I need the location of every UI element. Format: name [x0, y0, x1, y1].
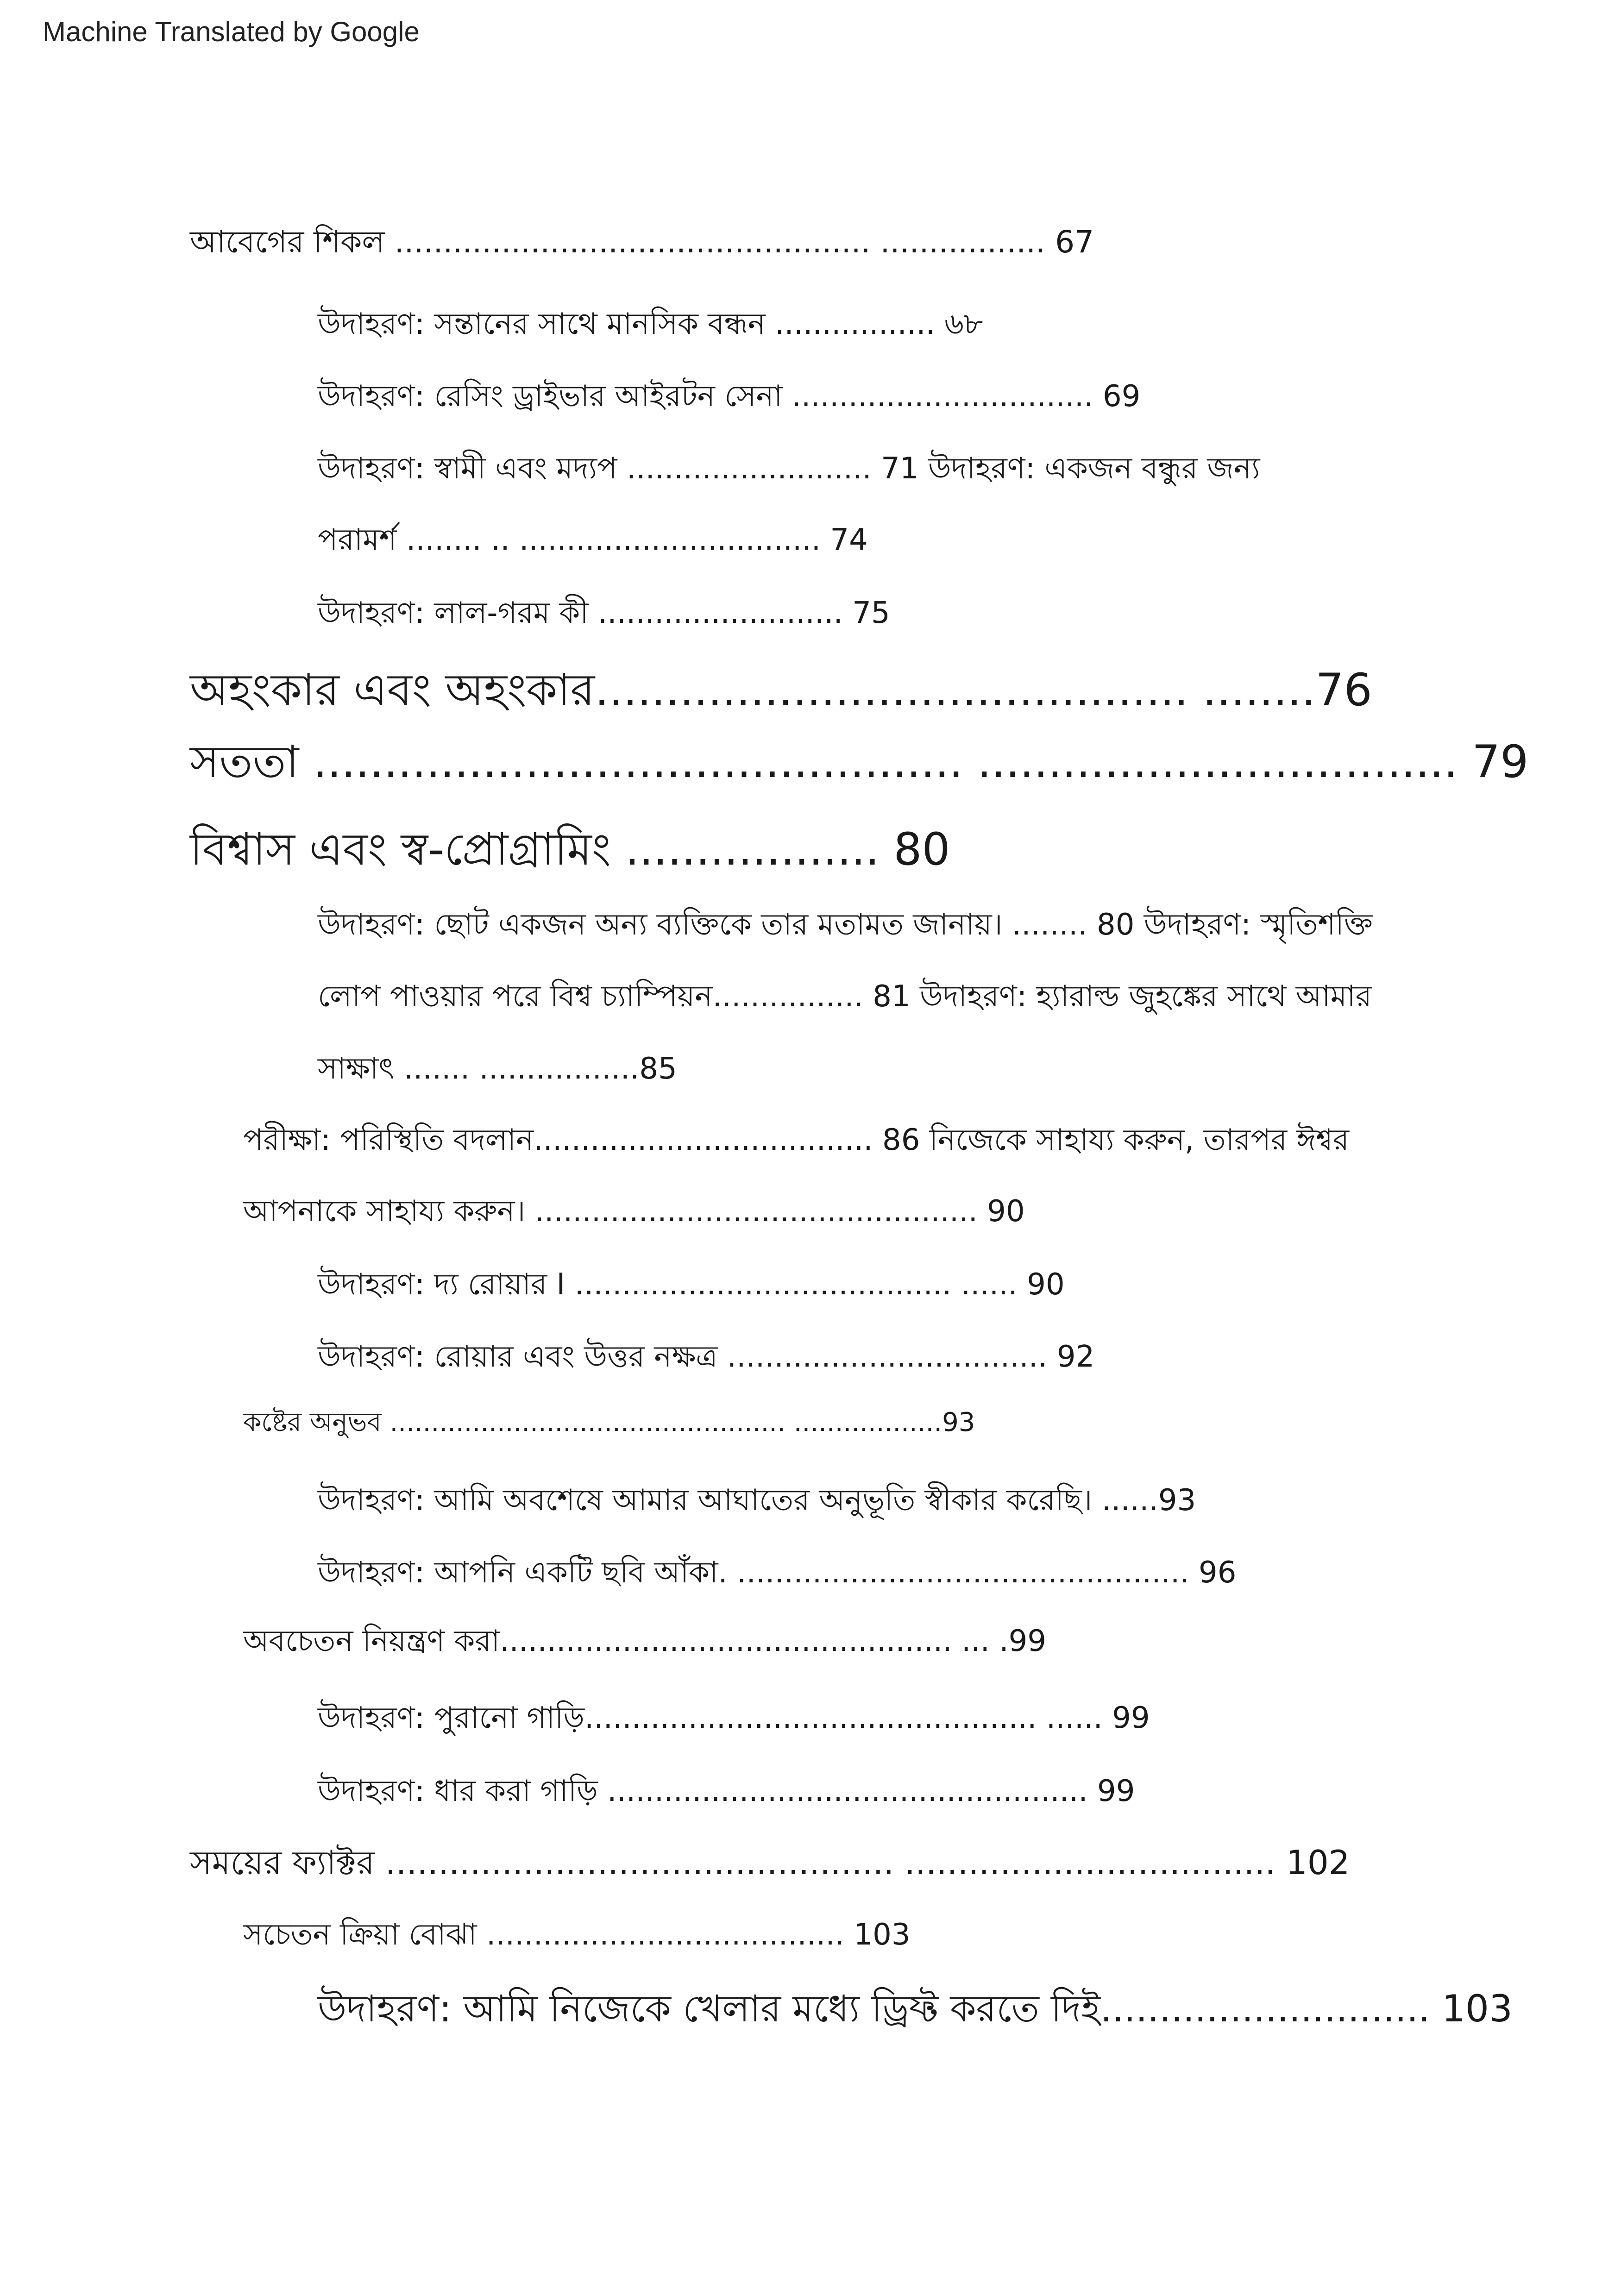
toc-entry: উদাহরণ: রোয়ার এবং উত্তর নক্ষত্র .................................. 92 [318, 1340, 1095, 1374]
toc-entry: সময়ের ফ্যাক্টর ................................................ ................................... 102 [190, 1843, 1350, 1882]
toc-entry: উদাহরণ: দ্য রোয়ার I ........................................ ...... 90 [318, 1267, 1065, 1302]
toc-entry: উদাহরণ: আপনি একটি ছবি আঁকা. ................................................ 96 [318, 1556, 1237, 1590]
toc-entry: আবেগের শিকল ................................................. ................. 67 [190, 224, 1094, 260]
toc-entry: উদাহরণ: রেসিং ড্রাইভার আইরটন সেনা ................................ 69 [318, 379, 1141, 414]
toc-entry: উদাহরণ: স্বামী এবং মদ্যপ .......................... 71 উদাহরণ: একজন বন্ধুর জন্য [318, 452, 1260, 486]
toc-entry: উদাহরণ: পুরানো গাড়ি................................................ ...... 99 [318, 1701, 1150, 1735]
toc-entry: উদাহরণ: ধার করা গাড়ি ................................................... 99 [318, 1774, 1135, 1808]
toc-entry: পরামর্শ ........ .. ................................ 74 [318, 523, 868, 557]
toc-entry: বিশ্বাস এবং স্ব-প্রোগ্রামিং .................. 80 [190, 823, 950, 875]
toc-entry: সচেতন ক্রিয়া বোঝা ...................................... 103 [243, 1918, 911, 1952]
toc-entry: কষ্টের অনুভব ................................................ ..................93 [243, 1407, 975, 1437]
machine-translation-header: Machine Translated by Google [43, 16, 420, 47]
toc-entry: অহংকার এবং অহংকার.......................................... ........76 [190, 664, 1372, 716]
toc-entry: লোপ পাওয়ার পরে বিশ্ব চ্যাম্পিয়ন................ 81 উদাহরণ: হ্যারাল্ড জুহঙ্কের সাথে আমার [318, 979, 1372, 1014]
toc-entry: উদাহরণ: সন্তানের সাথে মানসিক বন্ধন ................. ৬৮ [318, 307, 983, 341]
toc-entry: আপনাকে সাহায্য করুন। ............................................... 90 [243, 1194, 1025, 1229]
toc-entry: উদাহরণ: আমি অবশেষে আমার আঘাতের অনুভূতি স্বীকার করেছি। ......93 [318, 1483, 1196, 1518]
toc-entry: পরীক্ষা: পরিস্থিতি বদলান.................................... 86 নিজেকে সাহায্য করুন, তারপর ঈশ্বর [243, 1123, 1349, 1157]
toc-entry: উদাহরণ: লাল-গরম কী .......................... 75 [318, 596, 890, 630]
toc-entry: সাক্ষাৎ ....... .................85 [318, 1052, 677, 1086]
toc-entry: উদাহরণ: ছোট একজন অন্য ব্যক্তিকে তার মতামত জানায়। ........ 80 উদাহরণ: স্মৃতিশক্তি [318, 908, 1373, 942]
toc-entry: উদাহরণ: আমি নিজেকে খেলার মধ্যে ড্রিফ্ট করতে দিই............................ 103 [318, 1987, 1513, 2030]
toc-entry: অবচেতন নিয়ন্ত্রণ করা................................................ ... .99 [243, 1624, 1047, 1658]
toc-entry: সততা .............................................. .................................. 79 [190, 736, 1529, 788]
